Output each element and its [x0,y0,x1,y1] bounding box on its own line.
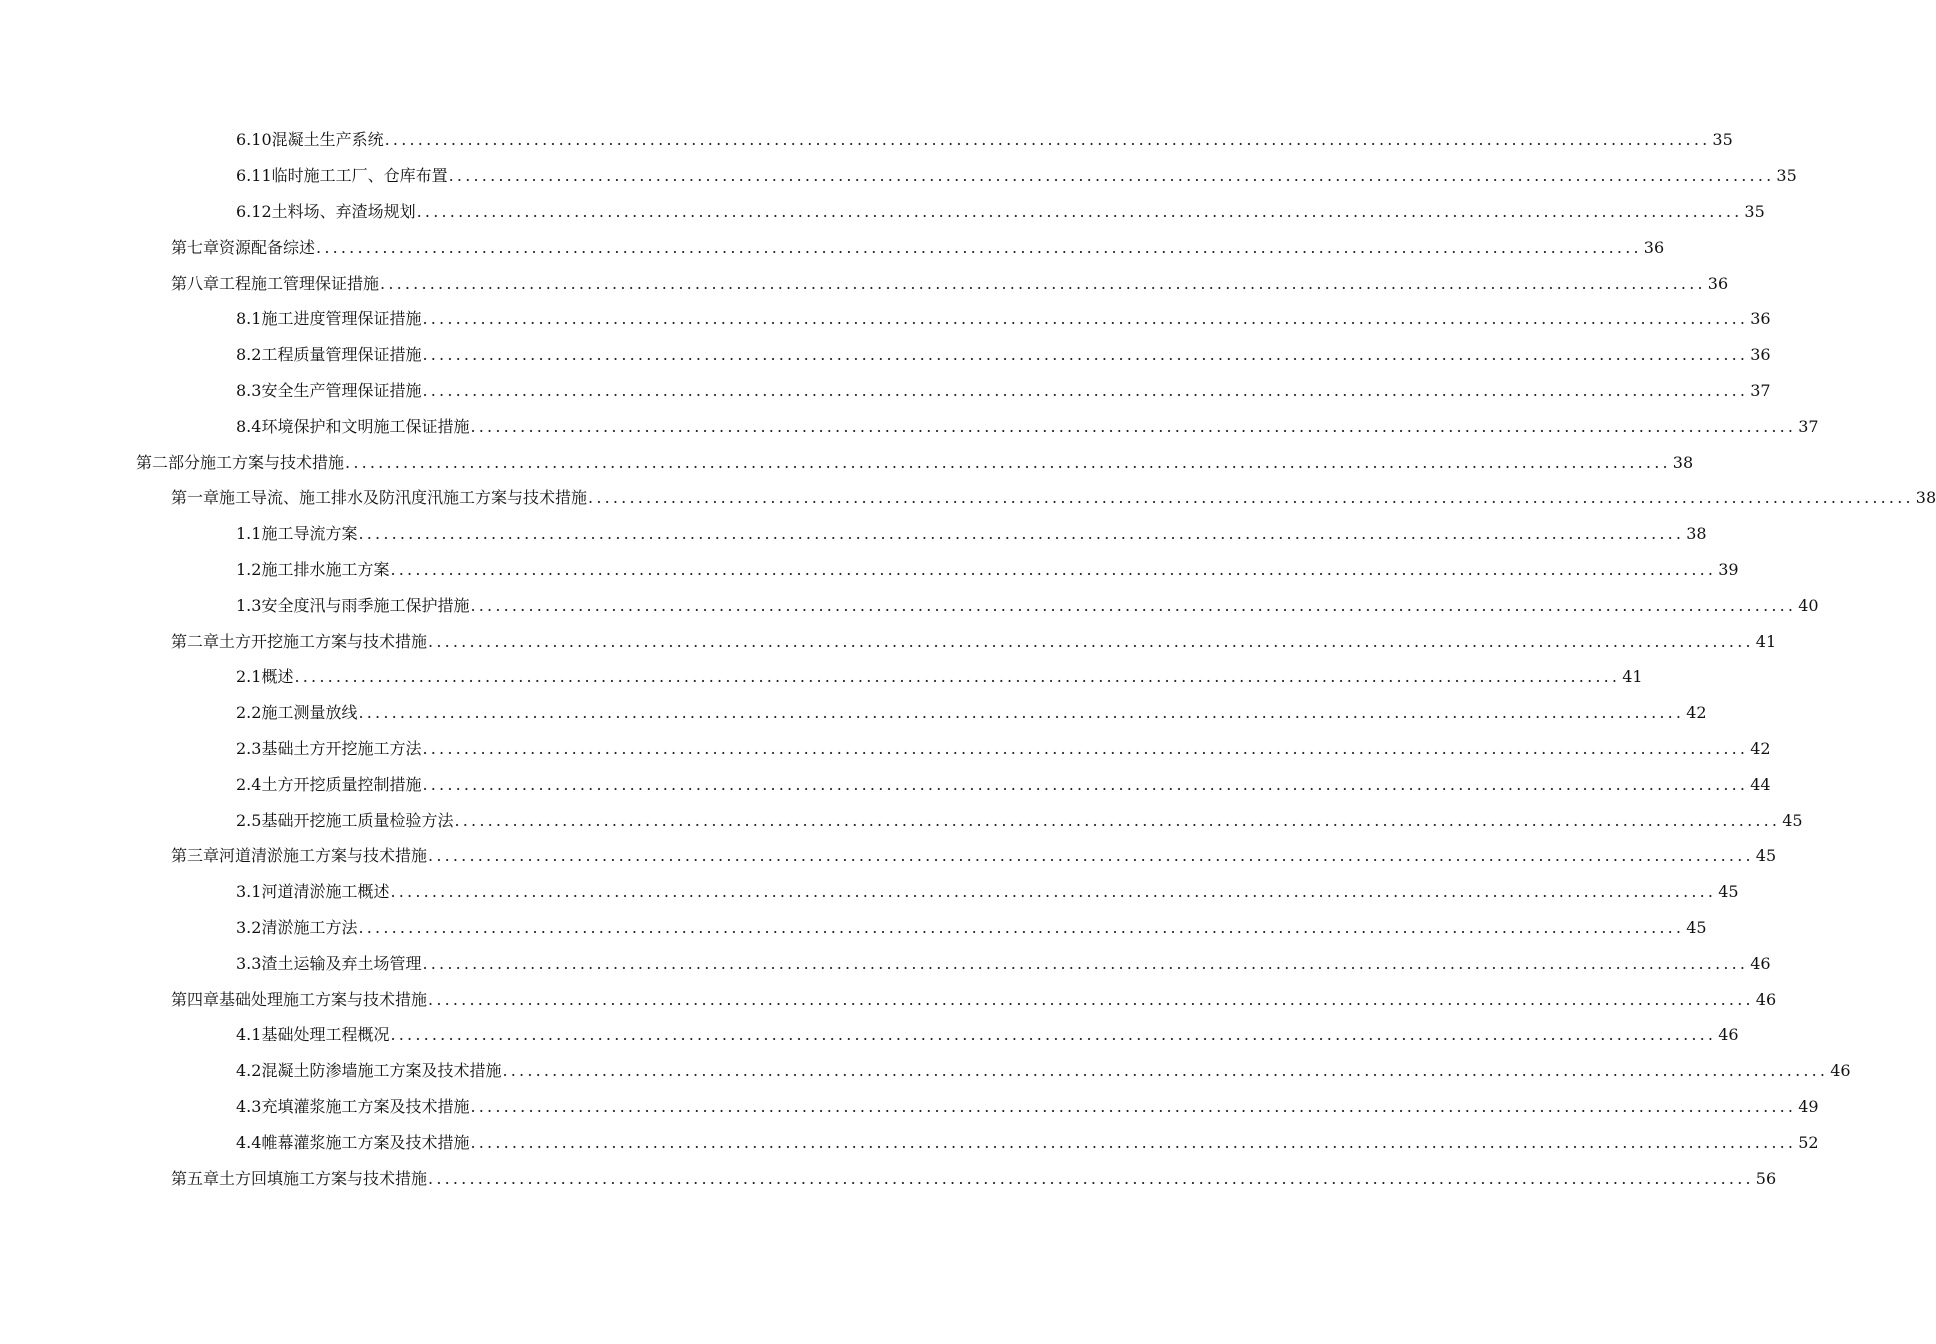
toc-dot-leader: ................................................................................................................................................................ [428,1168,1754,1188]
toc-entry-title: 施工方案与技术措施 [200,452,345,472]
toc-entry-number: 第三章 [171,846,220,866]
toc-entry-line [236,1094,1819,1117]
toc-entry-line [236,521,1707,544]
toc-entry-line [236,593,1819,616]
toc-entry-line [171,1166,1777,1189]
toc-entry[interactable] [0,765,1771,801]
toc-entry[interactable] [0,193,1765,229]
toc-entry[interactable] [0,264,1729,300]
toc-entry-number: 3.1 [236,882,262,902]
toc-entry-number: 8.2 [236,345,262,365]
toc-entry[interactable] [0,1088,1819,1124]
toc-page-number: 37 [1798,416,1819,436]
toc-entry-title: 混凝土生产系统 [271,130,384,150]
toc-entry-line [171,235,1665,258]
toc-entry-line [236,1130,1819,1153]
toc-dot-leader: ................................................................................................................................................................ [502,1061,1829,1081]
toc-entry-title: 基础处理工程概况 [261,1025,390,1045]
toc-entry-number: 第七章 [171,237,220,257]
toc-page-number: 42 [1686,703,1707,723]
toc-entry-number: 第二部分 [136,452,201,472]
toc-dot-leader: ................................................................................................................................................................ [345,452,1671,472]
toc-page-number: 46 [1750,953,1771,973]
toc-entry[interactable] [0,336,1771,372]
toc-page-number: 45 [1718,882,1739,902]
toc-entry-number: 第八章 [171,273,220,293]
toc-entry[interactable] [0,1159,1777,1195]
toc-entry[interactable] [0,121,1733,157]
toc-page-number: 45 [1755,846,1777,866]
toc-page-number: 46 [1718,1025,1739,1045]
toc-page-number: 44 [1750,774,1771,794]
toc-entry-title: 基础处理施工方案与技术措施 [219,989,428,1009]
toc-page-number: 45 [1782,810,1803,830]
toc-entry[interactable] [0,944,1771,980]
toc-entry[interactable] [0,407,1819,443]
toc-entry-line [236,557,1739,580]
toc-entry-title: 环境保护和文明施工保证措施 [261,416,470,436]
toc-entry-number: 6.11 [236,166,272,186]
toc-entry-line [236,700,1707,723]
toc-entry-title: 施工排水施工方案 [261,559,390,579]
toc-entry[interactable] [0,1123,1819,1159]
toc-entry-number: 第五章 [171,1168,220,1188]
toc-entry-title: 河道清淤施工概述 [261,882,390,902]
toc-page-number: 46 [1830,1061,1851,1081]
toc-entry-line [236,342,1771,365]
toc-page-number: 38 [1915,488,1936,508]
toc-entry-line [136,450,1694,473]
toc-dot-leader: ................................................................................................................................................................ [358,524,1685,544]
toc-entry-line [236,1058,1851,1081]
toc-dot-leader: ................................................................................................................................................................ [294,667,1621,687]
toc-entry-line [236,378,1771,401]
toc-entry[interactable] [0,479,1936,515]
toc-entry-number: 1.1 [236,524,262,544]
toc-entry[interactable] [0,909,1707,945]
toc-entry-title: 资源配备综述 [219,237,316,257]
toc-entry[interactable] [0,801,1803,837]
toc-entry-line [236,1022,1739,1045]
toc-entry-line [236,772,1771,795]
toc-entry-number: 6.10 [236,130,272,150]
toc-entry-number: 4.3 [236,1096,262,1116]
toc-entry-title: 工程质量管理保证措施 [261,345,422,365]
toc-dot-leader: ................................................................................................................................................................ [422,738,1749,758]
toc-entry-title: 概述 [261,667,294,687]
toc-dot-leader: ................................................................................................................................................................ [428,846,1754,866]
toc-entry-title: 充填灌浆施工方案及技术措施 [261,1096,470,1116]
toc-entry[interactable] [0,443,1694,479]
toc-entry-title: 清淤施工方法 [261,917,358,937]
toc-entry-number: 2.1 [236,667,262,687]
toc-page-number: 38 [1686,524,1707,544]
toc-entry[interactable] [0,157,1797,193]
toc-dot-leader: ................................................................................................................................................................ [416,201,1743,221]
toc-entry[interactable] [0,658,1643,694]
toc-page-number: 41 [1755,631,1777,651]
toc-entry[interactable] [0,551,1739,587]
toc-dot-leader: ................................................................................................................................................................ [588,488,1914,508]
toc-entry-line [236,127,1733,150]
toc-entry-line [236,736,1771,759]
toc-entry-title: 安全生产管理保证措施 [261,380,422,400]
toc-dot-leader: ................................................................................................................................................................ [380,273,1706,293]
toc-dot-leader: ................................................................................................................................................................ [428,989,1754,1009]
toc-entry-line [236,664,1643,687]
toc-page-number: 41 [1622,667,1643,687]
toc-page-number: 40 [1798,595,1819,615]
toc-entry-number: 第一章 [171,488,220,508]
toc-entry[interactable] [0,622,1777,658]
toc-entry-line [236,306,1771,329]
toc-entry-number: 1.3 [236,595,262,615]
toc-page-number: 37 [1750,380,1771,400]
toc-entry-title: 土方开挖质量控制措施 [261,774,422,794]
toc-entry[interactable] [0,372,1771,408]
toc-entry[interactable] [0,980,1777,1016]
toc-entry-line [236,199,1765,222]
toc-page-number: 36 [1750,345,1771,365]
toc-entry-line [171,629,1777,652]
toc-dot-leader: ................................................................................................................................................................ [390,882,1717,902]
toc-entry[interactable] [0,515,1707,551]
toc-dot-leader: ................................................................................................................................................................ [358,703,1685,723]
toc-entry-line [236,879,1739,902]
toc-entry-number: 4.4 [236,1132,262,1152]
toc-entry[interactable] [0,1052,1851,1088]
toc-dot-leader: ................................................................................................................................................................ [470,595,1797,615]
table-of-contents [0,121,1936,1195]
toc-entry-number: 2.2 [236,703,262,723]
toc-entry-number: 2.4 [236,774,262,794]
toc-entry-title: 土方开挖施工方案与技术措施 [219,631,428,651]
toc-entry[interactable] [0,300,1771,336]
toc-entry-title: 河道清淤施工方案与技术措施 [219,846,428,866]
toc-entry-title: 施工导流方案 [261,524,358,544]
toc-entry-line [171,485,1936,508]
toc-dot-leader: ................................................................................................................................................................ [384,130,1711,150]
toc-entry[interactable] [0,837,1777,873]
toc-entry-number: 8.1 [236,309,262,329]
toc-entry-number: 第四章 [171,989,220,1009]
toc-entry[interactable] [0,694,1707,730]
toc-entry-title: 施工进度管理保证措施 [261,309,422,329]
toc-page-number: 35 [1712,130,1733,150]
toc-entry-line [236,915,1707,938]
toc-entry-line [171,271,1729,294]
toc-dot-leader: ................................................................................................................................................................ [422,774,1749,794]
toc-dot-leader: ................................................................................................................................................................ [390,559,1717,579]
toc-entry-title: 工程施工管理保证措施 [219,273,380,293]
toc-entry-line [236,808,1803,831]
toc-entry[interactable] [0,730,1771,766]
toc-entry-number: 8.3 [236,380,262,400]
toc-entry-line [171,987,1777,1010]
toc-entry-title: 土方回填施工方案与技术措施 [219,1168,428,1188]
toc-entry-number: 2.5 [236,810,262,830]
toc-dot-leader: ................................................................................................................................................................ [422,345,1749,365]
toc-dot-leader: ................................................................................................................................................................ [448,166,1775,186]
toc-page-number: 39 [1718,559,1739,579]
toc-entry-title: 施工导流、施工排水及防汛度汛施工方案与技术措施 [219,488,588,508]
toc-entry-title: 安全度汛与雨季施工保护措施 [261,595,470,615]
toc-entry[interactable] [0,228,1665,264]
toc-dot-leader: ................................................................................................................................................................ [470,416,1797,436]
toc-dot-leader: ................................................................................................................................................................ [358,917,1685,937]
toc-dot-leader: ................................................................................................................................................................ [470,1132,1797,1152]
toc-page-number: 42 [1750,738,1771,758]
toc-dot-leader: ................................................................................................................................................................ [316,237,1642,257]
toc-entry-title: 基础开挖施工质量检验方法 [261,810,454,830]
toc-entry[interactable] [0,586,1819,622]
toc-entry-title: 混凝土防渗墙施工方案及技术措施 [261,1061,502,1081]
toc-dot-leader: ................................................................................................................................................................ [390,1025,1717,1045]
toc-entry-title: 帷幕灌浆施工方案及技术措施 [261,1132,470,1152]
toc-dot-leader: ................................................................................................................................................................ [422,953,1749,973]
toc-entry[interactable] [0,873,1739,909]
toc-page-number: 36 [1707,273,1729,293]
toc-entry-title: 施工测量放线 [261,703,358,723]
toc-page-number: 35 [1744,201,1765,221]
toc-entry-title: 临时施工工厂、仓库布置 [271,166,448,186]
toc-dot-leader: ................................................................................................................................................................ [470,1096,1797,1116]
toc-page-number: 38 [1672,452,1694,472]
toc-entry-line [236,414,1819,437]
toc-entry-number: 6.12 [236,201,272,221]
toc-dot-leader: ................................................................................................................................................................ [422,309,1749,329]
toc-page-number: 35 [1776,166,1797,186]
toc-page-number: 49 [1798,1096,1819,1116]
toc-page-number: 36 [1750,309,1771,329]
toc-page-number: 52 [1798,1132,1819,1152]
toc-dot-leader: ................................................................................................................................................................ [422,380,1749,400]
toc-entry-title: 土料场、弃渣场规划 [271,201,416,221]
toc-entry-line [236,163,1797,186]
toc-dot-leader: ................................................................................................................................................................ [454,810,1781,830]
toc-entry-title: 基础土方开挖施工方法 [261,738,422,758]
toc-entry-number: 1.2 [236,559,262,579]
toc-entry-number: 3.3 [236,953,262,973]
toc-entry-number: 4.1 [236,1025,262,1045]
toc-page-number: 46 [1755,989,1777,1009]
toc-entry-line [236,951,1771,974]
toc-page-number: 45 [1686,917,1707,937]
toc-entry[interactable] [0,1016,1739,1052]
toc-page-number: 56 [1755,1168,1777,1188]
toc-entry-number: 8.4 [236,416,262,436]
toc-entry-number: 2.3 [236,738,262,758]
toc-entry-number: 3.2 [236,917,262,937]
toc-page-number: 36 [1643,237,1665,257]
toc-dot-leader: ................................................................................................................................................................ [428,631,1754,651]
toc-entry-title: 渣土运输及弃土场管理 [261,953,422,973]
toc-entry-number: 4.2 [236,1061,262,1081]
toc-entry-line [171,843,1777,866]
toc-entry-number: 第二章 [171,631,220,651]
